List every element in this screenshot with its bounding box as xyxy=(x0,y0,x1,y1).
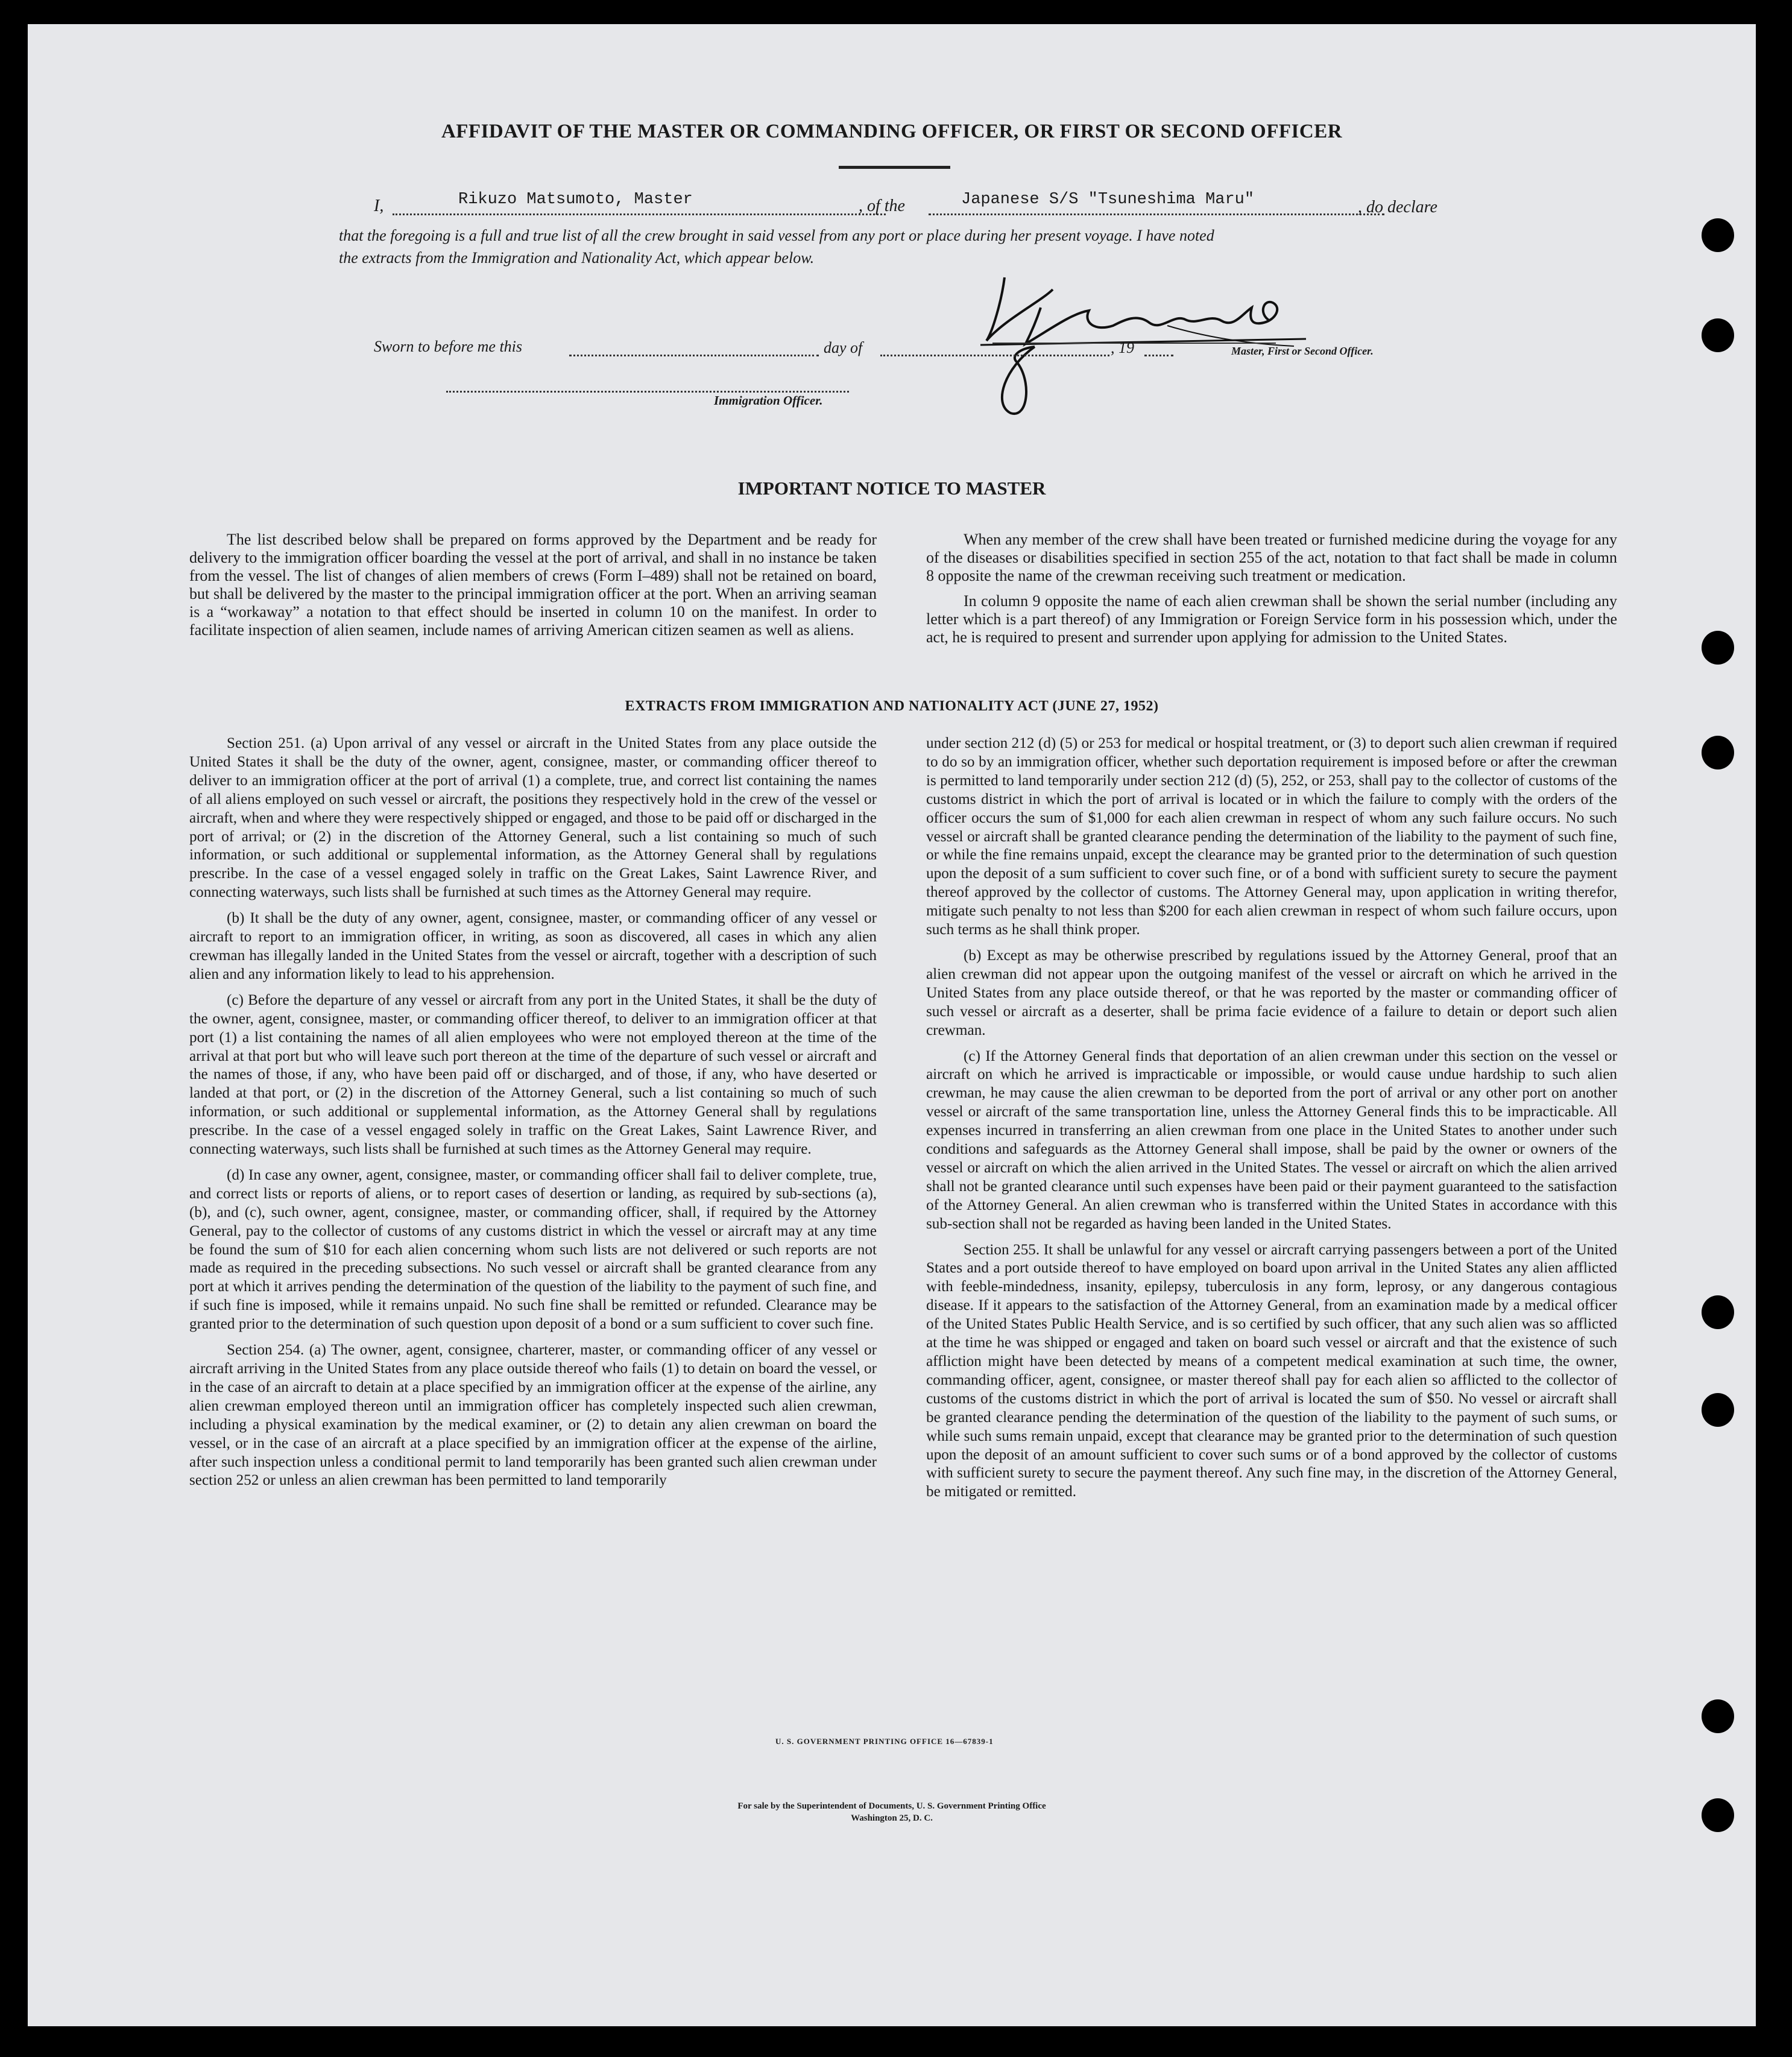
i-label: I, xyxy=(374,197,384,215)
day-of-label: day of xyxy=(824,339,863,356)
do-declare-label: , do declare xyxy=(1358,198,1437,216)
section-251-b: (b) It shall be the duty of any owner, agent, consignee, master, or commanding officer of any vessel or aircraft to report to an immigration officer, in writing, as soon as discovered, all cases in which any alien crewman has illegally landed in the United States from the vessel or aircraft, together with a description of such alien and any information likely to lead to his apprehension. xyxy=(189,910,877,982)
affidavit-title: AFFIDAVIT OF THE MASTER OR COMMANDING OFFICER, OR FIRST OR SECOND OFFICER xyxy=(441,121,1343,142)
signature-caption: Master, First or Second Officer. xyxy=(1231,345,1374,357)
signature-line xyxy=(992,343,1276,344)
year-label: , 19 xyxy=(1111,339,1134,356)
sworn-label: Sworn to before me this xyxy=(374,338,523,355)
section-251-a: Section 251. (a) Upon arrival of any vessel or aircraft in the United States from any place outside the United States it shall be the duty of the owner, agent, consignee, master, or commanding officer thereof to deliver to an immigration officer at the port of arrival (1) a complete, true, and correct list containing the names of all aliens employed on such vessel or aircraft, the positions they respectively hold in the crew of the vessel or aircraft, when and where they were respectively shipped or engaged, and those to be paid off or discharged in the port of arrival; or (2) in the discretion of the Attorney General, such a list containing so much of such information, or such additional or supplemental information, as the Attorney General shall by regulations prescribe. In the case of a vessel engaged solely in traffic on the Great Lakes, Saint Lawrence River, and connecting waterways, such lists shall be furnished at such times as the Attorney General may require. xyxy=(189,735,877,901)
notice-left-paragraph: The list described below shall be prepared on forms approved by the Department and be ready for delivery to the immigration officer boarding the vessel at the port of arrival, and shall in no instance be taken from the vessel. The list of changes of alien members of crews (Form I–489) shall not be retained on board, but shall be delivered by the master to the principal immigration officer at the port. When an arriving seaman is a “workaway” a notation to that effect should be inserted in column 10 on the manifest. In order to facilitate inspection of alien seamen, include names of arriving American citizen seamen as well as aliens. xyxy=(189,531,877,639)
punch-hole xyxy=(1702,1393,1734,1427)
printing-office-imprint: U. S. GOVERNMENT PRINTING OFFICE 16—67839-1 xyxy=(775,1737,994,1746)
section-255: Section 255. It shall be unlawful for any vessel or aircraft carrying passengers between a port of the United States and a port outside thereof to have employed on board upon arrival in the United States any alien afflicted with feeble-mindedness, insanity, epilepsy, tuberculosis in any form, leprosy, or any dangerous contagious disease. If it appears to the satisfaction of the Attorney General, from an examination made by a medical officer of the United States Public Health Service, and is so certified by such officer, that any such alien was so afflicted at the time he was shipped or engaged and taken on board such vessel or aircraft and that the existence of such affliction might have been detected by means of a competent medical examination at such time, the owner, commanding officer, agent, consignee, or master thereof shall pay for each alien so afflicted to the collector of customs of the customs district in which the port of arrival is located the sum of $50. No vessel or aircraft shall be granted clearance pending the determination of the question of the liability to the payment of such sums, or while such sums remain unpaid, except that clearance may be granted prior to the determination of such question upon the deposit of an amount sufficient to cover such sums or of a bond approved by the collector of customs with sufficient surety to secure the payment thereof. Any such fine may, in the discretion of the Attorney General, be mitigated or remitted. xyxy=(926,1241,1617,1500)
extracts-left-column xyxy=(189,735,877,1490)
notice-right-column xyxy=(926,531,1617,646)
sworn-year-line xyxy=(1144,355,1173,356)
section-254-a-continued: under section 212 (d) (5) or 253 for medical or hospital treatment, or (3) to deport such alien crewman if required to do so by an immigration officer, whether such deportation requirement is imposed before or after the crewman is permitted to land temporarily under section 212 (d) (5), 252, or 253, shall pay to the collector of customs of the customs district in which the port of arrival is located or in which the failure to comply with the orders of the officer occurs the sum of $1,000 for each alien crewman in respect of whom any such failure occurs. No such vessel or aircraft shall be granted clearance pending the determination of the liability to the payment of such fine, or while the fine remains unpaid, except the clearance may be granted prior to the determination of such question upon the deposit of a sum sufficient to cover such fine, or of a bond with sufficient surety to secure the payment thereof approved by the collector of customs. The Attorney General may, upon application in writing therefor, mitigate such penalty to not less than $200 for each alien crewman in respect of whom such failure occurs, upon such terms as he shall think proper. xyxy=(926,735,1617,938)
section-251-d: (d) In case any owner, agent, consignee, master, or commanding officer shall fail to deliver complete, true, and correct lists or reports of aliens, or to report cases of desertion or landing, as required by sub-sections (a), (b), and (c), such owner, agent, consignee, master, or commanding officer, shall, if required by the Attorney General, pay to the collector of customs of any customs district in which the vessel or aircraft may at any time be found the sum of $10 for each alien concerning whom such lists are not delivered or such reports are not made as required in the preceding subsections. No such vessel or aircraft shall be granted clearance from any port at which it arrives pending the determination of the question of the liability to the payment of such fine, and if such fine is imposed, while it remains unpaid. No such fine shall be remitted or refunded. Clearance may be granted prior to the determination of such question upon deposit of a bond or a sum sufficient to cover such fine. xyxy=(189,1166,877,1333)
punch-hole xyxy=(1702,318,1734,352)
punch-hole xyxy=(1702,1295,1734,1329)
master-name-field: Rikuzo Matsumoto, Master xyxy=(458,191,693,209)
immigration-officer-label: Immigration Officer. xyxy=(714,393,823,408)
vessel-name-line xyxy=(929,213,1384,215)
notice-right-paragraph-1: When any member of the crew shall have been treated or furnished medicine during the voyage for any of the diseases or disabilities specified in section 255 of the act, notation to that fact shall be made in column 8 opposite the name of the crewman receiving such treatment or medication. xyxy=(926,531,1617,584)
declaration-line-1: that the foregoing is a full and true list of all the crew brought in said vessel from any port or place during her present voyage. I have noted xyxy=(339,227,1214,244)
punch-hole xyxy=(1702,631,1734,665)
declaration-line-2: the extracts from the Immigration and Nationality Act, which appear below. xyxy=(339,249,815,267)
section-254-b: (b) Except as may be otherwise prescribed by regulations issued by the Attorney General, proof that an alien crewman did not appear upon the outgoing manifest of the vessel or aircraft on which he arrived in the United States from any place outside thereof, or that he was reported by the master or commanding officer of such vessel or aircraft as a deserter, shall be prima facie evidence of a failure to detain or deport such alien crewman. xyxy=(926,947,1617,1038)
notice-title: IMPORTANT NOTICE TO MASTER xyxy=(737,478,1046,499)
sworn-day-line xyxy=(569,355,819,356)
master-name-line xyxy=(393,213,886,215)
punch-hole xyxy=(1702,1699,1734,1733)
notice-left-column xyxy=(189,531,877,639)
section-254-c: (c) If the Attorney General finds that deportation of an alien crewman under this section on the vessel or aircraft on which he arrived is impracticable or impossible, or would cause undue hardship to such alien crewman, he may cause the alien crewman to be deported from the port of arrival or any other port on another vessel or aircraft of the same transportation line, unless the Attorney General finds this to be impracticable. All expenses incurred in transferring an alien crewman from one place in the United States to another under such conditions and safeguards as the Attorney General shall impose, shall be paid by the owner or owners of the vessel or aircraft on which the alien arrived in the United States. The vessel or aircraft on which the alien arrived shall not be granted clearance until such expenses have been paid or their payment guaranteed to the satisfaction of the Attorney General. An alien crewman who is transferred within the United States in accordance with this sub-section shall not be regarded as having been landed in the United States. xyxy=(926,1047,1617,1232)
document-page xyxy=(28,24,1756,2026)
section-254-a: Section 254. (a) The owner, agent, consignee, charterer, master, or commanding officer of any vessel or aircraft arriving in the United States from any place outside thereof who fails (1) to detain on board the vessel, or in the case of an aircraft to detain at a place specified by an immigration officer at the expense of the airline, any alien crewman employed thereon until an immigration officer has completely inspected such alien crewman, including a physical examination by the medical examiner, or (2) to detain any alien crewman on board the vessel, or in the case of an aircraft at a place specified by an immigration officer at the expense of the airline, after such inspection unless a conditional permit to land temporarily has been granted such alien crewman under section 252 or unless an alien crewman has been permitted to land temporarily xyxy=(189,1342,877,1489)
for-sale-notice xyxy=(28,1800,1756,1824)
signature-mark xyxy=(968,265,1318,422)
for-sale-line-2: Washington 25, D. C. xyxy=(851,1813,933,1823)
extracts-title: EXTRACTS FROM IMMIGRATION AND NATIONALITY ACT (JUNE 27, 1952) xyxy=(625,698,1159,714)
extracts-right-column xyxy=(926,735,1617,1502)
notice-right-paragraph-2: In column 9 opposite the name of each alien crewman shall be shown the serial number (including any letter which is a part thereof) of any Immigration or Foreign Service form in his possession which, under the act, he is required to present and surrender upon applying for admission to the United States. xyxy=(926,592,1617,646)
immigration-officer-line xyxy=(446,391,849,393)
for-sale-line-1: For sale by the Superintendent of Documents, U. S. Government Printing Office xyxy=(737,1801,1046,1811)
punch-hole xyxy=(1702,736,1734,769)
punch-hole xyxy=(1702,218,1734,252)
sworn-month-line xyxy=(880,355,1109,356)
title-rule xyxy=(839,166,950,169)
vessel-name-field: Japanese S/S "Tsuneshima Maru" xyxy=(961,191,1255,209)
section-251-c: (c) Before the departure of any vessel or aircraft from any port in the United States, it shall be the duty of the owner, agent, consignee, master, or commanding officer thereof, to deliver to an immigration officer at that port (1) a list containing the names of all alien employees who were not employed thereon at the time of the arrival at that port but who will leave such port thereon at the time of the departure of such vessel or aircraft and the names of those, if any, who have been paid off or discharged, and of those, if any, who have deserted or landed at that port, or (2) in the discretion of the Attorney General, such a list containing so much of such information, or such additional or supplemental information, as the Attorney General shall by regulations prescribe. In the case of a vessel engaged solely in traffic on the Great Lakes, Saint Lawrence River, and connecting waterways, such lists shall be furnished at such times as the Attorney General may require. xyxy=(189,991,877,1158)
of-the-label: , of the xyxy=(859,197,905,215)
